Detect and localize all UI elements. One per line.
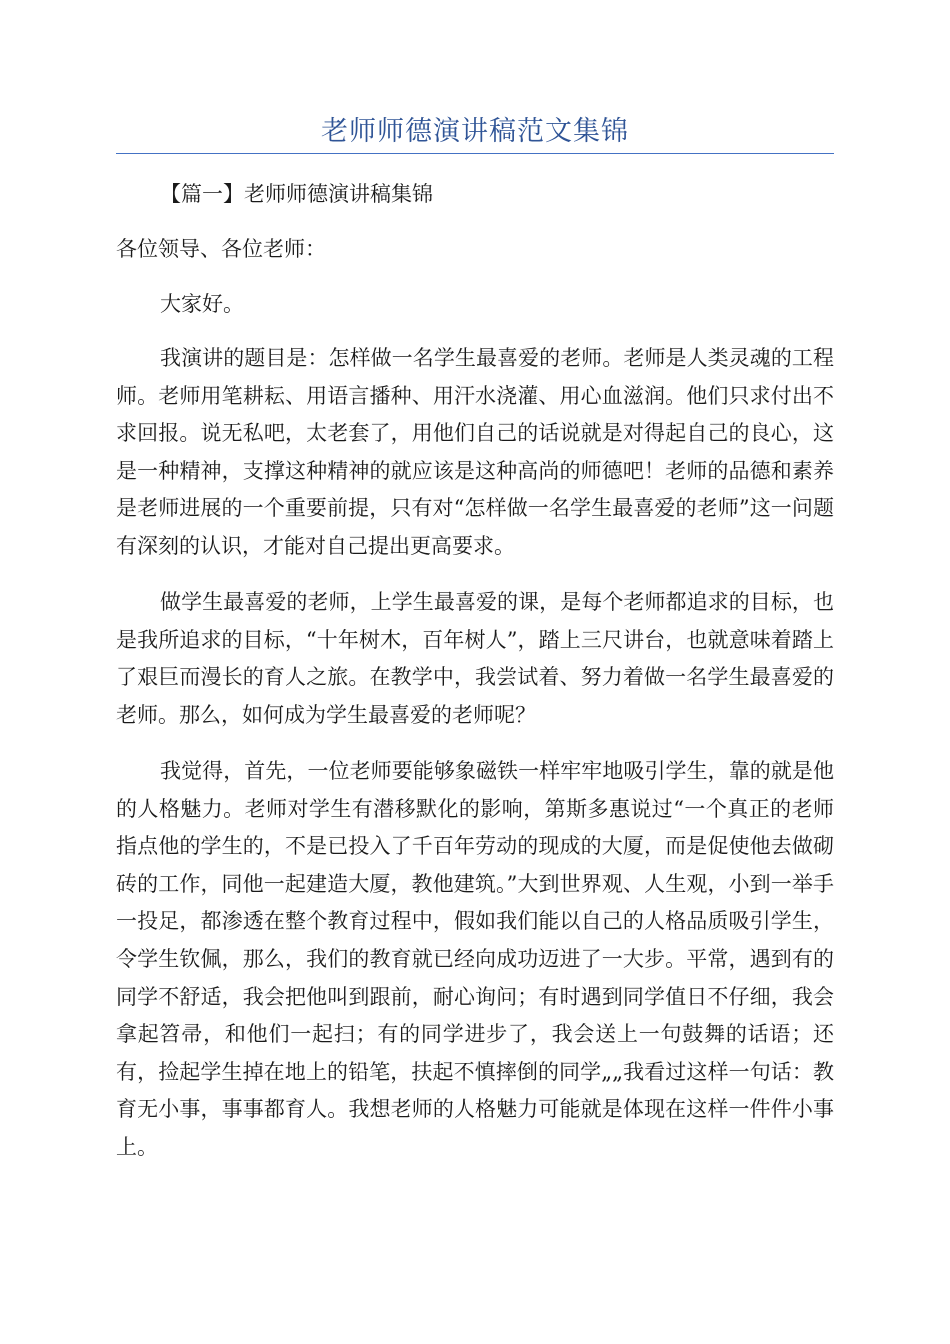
body-paragraph-3: 我觉得，首先，一位老师要能够象磁铁一样牢牢地吸引学生，靠的就是他的人格魅力。老师对学生有潜移默化的影响，第斯多惠说过“一个真正的老师指点他的学生的，不是已投入了千百年劳动的现成的大厦，而是促使他去做砌砖的工作，同他一起建造大厦，教他建筑。”大到世界观、人生观，小到一举手一投足，都渗透在整个教育过程中，假如我们能以自己的人格品质吸引学生，令学生钦佩，那么，我们的教育就已经向成功迈进了一大步。平常，遇到有的同学不舒适，我会把他叫到跟前，耐心询问；有时遇到同学值日不仔细，我会拿起笤帚，和他们一起扫；有的同学进步了，我会送上一句鼓舞的话语；还有，捡起学生掉在地上的铅笔，扶起不慎摔倒的同学„„我看过这样一句话：教育无小事，事事都育人。我想老师的人格魅力可能就是体现在这样一件件小事上。 — [116, 759, 834, 1159]
body-paragraph-2: 做学生最喜爱的老师，上学生最喜爱的课，是每个老师都追求的目标，也是我所追求的目标，“十年树木，百年树人”，踏上三尺讲台，也就意味着踏上了艰巨而漫长的育人之旅。在教学中，我尝试着、努力着做一名学生最喜爱的老师。那么，如何成为学生最喜爱的老师呢？ — [116, 590, 834, 727]
document-title: 老师师德演讲稿范文集锦 — [321, 116, 629, 147]
salutation: 各位领导、各位老师： — [116, 237, 326, 261]
body-paragraph-1: 我演讲的题目是：怎样做一名学生最喜爱的老师。老师是人类灵魂的工程师。老师用笔耕耘、用语言播种、用汗水浇灌、用心血滋润。他们只求付出不求回报。说无私吧，太老套了，用他们自己的话说就是对得起自己的良心，这是一种精神，支撑这种精神的就应该是这种高尚的师德吧！老师的品德和素养是老师进展的一个重要前提，只有对“怎样做一名学生最喜爱的老师”这一问题有深刻的认识，才能对自己提出更高要求。 — [116, 346, 834, 558]
title-underline — [116, 153, 834, 154]
greeting: 大家好。 — [160, 292, 244, 316]
section-heading: 【篇一】老师师德演讲稿集锦 — [160, 182, 433, 206]
